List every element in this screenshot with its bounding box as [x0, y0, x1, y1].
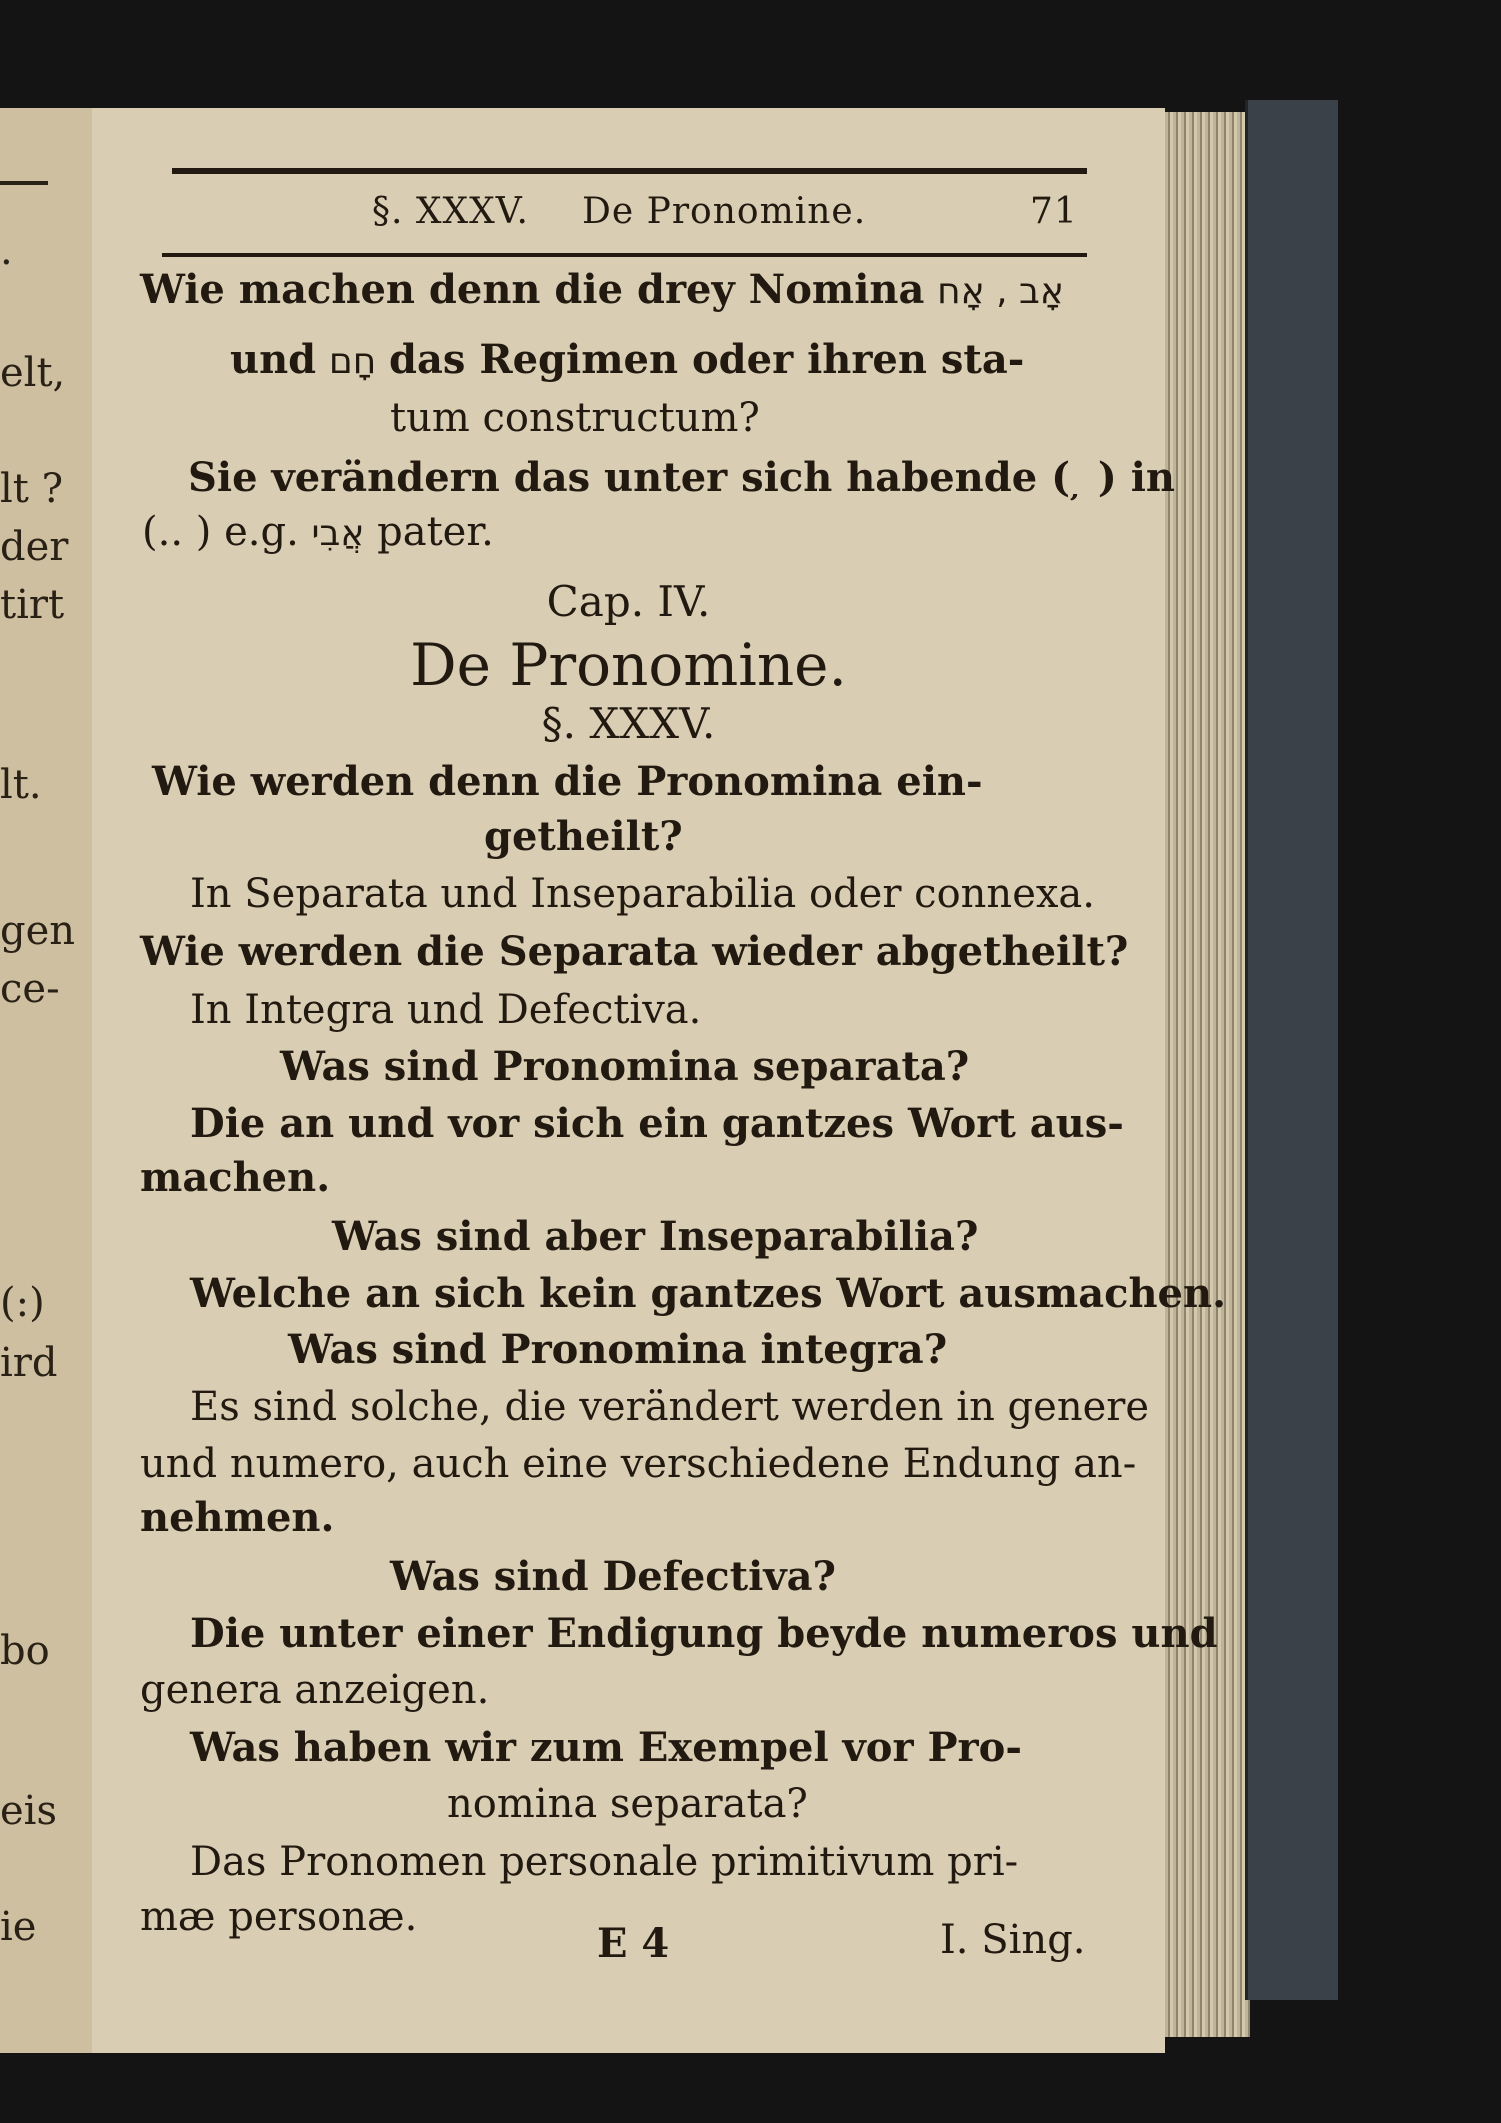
- question-line: getheilt?: [484, 813, 683, 860]
- chapter-title: De Pronomine.: [410, 631, 847, 699]
- text-line: [142, 508, 494, 558]
- hebrew-text: חָם: [328, 341, 377, 382]
- question-line: Was sind aber Inseparabilia?: [332, 1213, 979, 1260]
- prev-fragment: eis: [0, 1788, 57, 1834]
- chapter-label: Cap. IV.: [546, 577, 711, 626]
- fraktur-text: Wie machen denn die drey Nomina: [140, 266, 925, 313]
- header-rule: [172, 168, 1087, 174]
- fraktur-text: und: [230, 336, 317, 383]
- answer-line: Es sind solche, die verändert werden in genere: [190, 1384, 1150, 1430]
- prev-fragment: elt,: [0, 350, 66, 396]
- signature-mark: E 4: [597, 1920, 670, 1967]
- question-line: Was sind Pronomina separata?: [280, 1043, 970, 1090]
- previous-page-rule: [0, 181, 48, 185]
- question-line: Wie werden denn die Pronomina ein-: [152, 758, 983, 805]
- prev-fragment: ce-: [0, 966, 60, 1012]
- text-fragment: pater.: [377, 509, 494, 555]
- prev-fragment: ird: [0, 1340, 58, 1386]
- running-section: §. XXXV.: [372, 191, 529, 232]
- answer-line: genera anzeigen.: [140, 1667, 490, 1713]
- prev-fragment: gen: [0, 908, 76, 954]
- prev-fragment: bo: [0, 1628, 50, 1674]
- question-line: Was sind Defectiva?: [390, 1553, 836, 1600]
- text-fragment: (.. ) e.g.: [142, 509, 299, 555]
- prev-fragment: (:): [0, 1280, 45, 1326]
- text-line: tum constructum?: [390, 395, 760, 441]
- prev-fragment: ie: [0, 1904, 37, 1950]
- text-line: [140, 266, 1064, 316]
- prev-fragment: lt ?: [0, 466, 64, 512]
- catchword: I. Sing.: [940, 1917, 1086, 1963]
- section-heading: §. XXXV.: [541, 699, 716, 748]
- answer-line: Welche an sich kein gantzes Wort ausmachen.: [190, 1270, 1227, 1317]
- page-block-edge: [1165, 112, 1250, 2037]
- answer-line: nehmen.: [140, 1494, 335, 1541]
- answer-line: Die an und vor sich ein gantzes Wort aus-: [190, 1100, 1124, 1147]
- running-title: De Pronomine.: [582, 191, 867, 232]
- hebrew-text: אָב , אָח: [937, 271, 1064, 312]
- answer-line: mæ personæ.: [140, 1894, 418, 1940]
- page-number: 71: [1030, 191, 1078, 232]
- prev-fragment: lt.: [0, 762, 42, 808]
- answer-line: In Separata und Inseparabilia oder connexa.: [190, 871, 1095, 917]
- question-line: Wie werden die Separata wieder abgetheilt?: [140, 928, 1129, 975]
- answer-line: machen.: [140, 1154, 331, 1201]
- answer-line: Das Pronomen personale primitivum pri-: [190, 1839, 1019, 1885]
- answer-line: und numero, auch eine verschiedene Endung an-: [140, 1441, 1137, 1487]
- book-page: [92, 108, 1227, 2053]
- answer-line: Die unter einer Endigung beyde numeros und: [190, 1610, 1218, 1657]
- fraktur-text: das Regimen oder ihren sta-: [389, 336, 1025, 383]
- prev-fragment: .: [0, 228, 13, 274]
- hebrew-text: אֲבִי: [311, 513, 365, 554]
- question-line: Was sind Pronomina integra?: [288, 1326, 948, 1373]
- prev-fragment: tirt: [0, 582, 65, 628]
- answer-line: In Integra und Defectiva.: [190, 987, 702, 1033]
- book-cover-binding: [1245, 100, 1338, 2000]
- question-line: Was haben wir zum Exempel vor Pro-: [190, 1724, 1022, 1771]
- text-line: [230, 336, 1024, 386]
- question-line: nomina separata?: [447, 1781, 808, 1827]
- header-rule: [162, 253, 1087, 257]
- text-line: Sie verändern das unter sich habende ( ̦ ) in: [188, 454, 1175, 501]
- prev-fragment: der: [0, 524, 69, 570]
- previous-page-fragment: [0, 108, 95, 2053]
